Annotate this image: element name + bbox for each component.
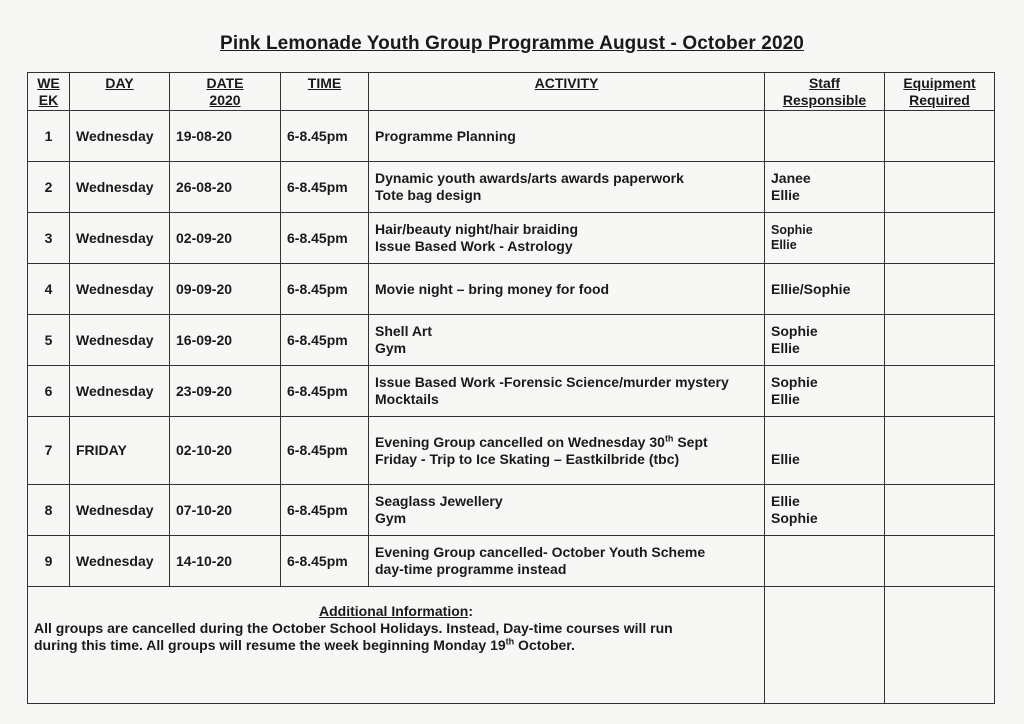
header-week: WE EK xyxy=(28,73,70,111)
staff-name: Sophie xyxy=(771,374,818,390)
programme-table xyxy=(27,72,995,704)
additional-info-row xyxy=(28,587,995,704)
activity-line: Movie night – bring money for food xyxy=(375,280,610,297)
activity-cell xyxy=(369,213,765,264)
equipment-cell xyxy=(885,213,995,264)
equipment-cell xyxy=(885,485,995,536)
time-cell: 6-8.45pm xyxy=(281,366,369,417)
time-cell: 6-8.45pm xyxy=(281,315,369,366)
date-cell: 09-09-20 xyxy=(170,264,281,315)
staff-cell xyxy=(765,111,885,162)
staff-name: Ellie xyxy=(771,238,797,252)
week-cell: 6 xyxy=(28,366,70,417)
table-row xyxy=(28,111,995,162)
activity-cell xyxy=(369,264,765,315)
table-row xyxy=(28,213,995,264)
date-cell: 07-10-20 xyxy=(170,485,281,536)
date-cell: 26-08-20 xyxy=(170,162,281,213)
activity-cell xyxy=(369,536,765,587)
staff-cell xyxy=(765,417,885,485)
header-date: DATE 2020 xyxy=(170,73,281,111)
day-cell: Wednesday xyxy=(70,111,170,162)
date-cell: 02-09-20 xyxy=(170,213,281,264)
additional-info-heading: Additional Information: xyxy=(319,603,473,619)
time-cell: 6-8.45pm xyxy=(281,162,369,213)
additional-info-line-2: during this time. All groups will resume the week beginning Monday 19th October. xyxy=(34,636,575,653)
activity-cell xyxy=(369,315,765,366)
equipment-cell xyxy=(885,111,995,162)
day-cell: Wednesday xyxy=(70,485,170,536)
staff-cell xyxy=(765,315,885,366)
activity-line: Gym xyxy=(375,510,407,526)
staff-name: Sophie xyxy=(771,223,813,237)
week-cell: 1 xyxy=(28,111,70,162)
staff-name: Ellie xyxy=(771,493,800,509)
table-row xyxy=(28,366,995,417)
table-row xyxy=(28,536,995,587)
day-cell: Wednesday xyxy=(70,315,170,366)
header-equipment: Equipment Required xyxy=(885,73,995,111)
staff-name: Sophie xyxy=(771,323,818,339)
header-day: DAY xyxy=(70,73,170,111)
activity-line: Gym xyxy=(375,340,407,356)
time-cell: 6-8.45pm xyxy=(281,536,369,587)
day-cell: Wednesday xyxy=(70,213,170,264)
staff-cell xyxy=(765,162,885,213)
day-cell: Wednesday xyxy=(70,366,170,417)
staff-name: Janee xyxy=(771,170,811,186)
activity-cell xyxy=(369,111,765,162)
equipment-cell xyxy=(885,536,995,587)
activity-cell xyxy=(369,485,765,536)
staff-cell xyxy=(765,366,885,417)
time-cell: 6-8.45pm xyxy=(281,264,369,315)
activity-line: Tote bag design xyxy=(375,187,482,203)
time-cell: 6-8.45pm xyxy=(281,417,369,485)
activity-line: Friday - Trip to Ice Skating – Eastkilbride (tbc) xyxy=(375,450,680,467)
week-cell: 2 xyxy=(28,162,70,213)
day-cell: Wednesday xyxy=(70,536,170,587)
equipment-cell xyxy=(885,417,995,485)
additional-info-equipment-cell xyxy=(885,587,995,704)
date-cell: 14-10-20 xyxy=(170,536,281,587)
header-time: TIME xyxy=(281,73,369,111)
week-cell: 4 xyxy=(28,264,70,315)
activity-line: Dynamic youth awards/arts awards paperwork xyxy=(375,170,684,186)
additional-info-staff-cell xyxy=(765,587,885,704)
activity-line: Seaglass Jewellery xyxy=(375,493,503,509)
table-row xyxy=(28,264,995,315)
table-row xyxy=(28,315,995,366)
additional-info-line-1: All groups are cancelled during the October School Holidays. Instead, Day-time courses will run xyxy=(34,620,673,636)
activity-cell xyxy=(369,417,765,485)
activity-line: Hair/beauty night/hair braiding xyxy=(375,221,579,237)
staff-cell xyxy=(765,485,885,536)
table-row xyxy=(28,162,995,213)
staff-cell xyxy=(765,536,885,587)
table-row xyxy=(28,417,995,485)
staff-name: Ellie xyxy=(771,187,800,203)
time-cell: 6-8.45pm xyxy=(281,111,369,162)
activity-line: Evening Group cancelled on Wednesday 30th Sept xyxy=(375,432,708,450)
staff-name: Sophie xyxy=(771,510,818,526)
week-cell: 7 xyxy=(28,417,70,485)
activity-line: day-time programme instead xyxy=(375,561,567,577)
staff-name: Ellie xyxy=(771,450,800,467)
equipment-cell xyxy=(885,366,995,417)
staff-cell xyxy=(765,213,885,264)
activity-line: Programme Planning xyxy=(375,127,516,144)
activity-line: Evening Group cancelled- October Youth Scheme xyxy=(375,544,706,560)
day-cell: Wednesday xyxy=(70,162,170,213)
week-cell: 8 xyxy=(28,485,70,536)
header-staff: Staff Responsible xyxy=(765,73,885,111)
day-cell: Wednesday xyxy=(70,264,170,315)
week-cell: 5 xyxy=(28,315,70,366)
table-row xyxy=(28,485,995,536)
date-cell: 23-09-20 xyxy=(170,366,281,417)
week-cell: 3 xyxy=(28,213,70,264)
activity-line: Mocktails xyxy=(375,391,439,407)
header-row xyxy=(28,73,995,111)
activity-cell xyxy=(369,366,765,417)
page-title: Pink Lemonade Youth Group Programme August - October 2020 xyxy=(220,33,804,54)
date-cell: 19-08-20 xyxy=(170,111,281,162)
staff-cell xyxy=(765,264,885,315)
activity-line: Shell Art xyxy=(375,323,433,339)
time-cell: 6-8.45pm xyxy=(281,213,369,264)
date-cell: 16-09-20 xyxy=(170,315,281,366)
equipment-cell xyxy=(885,264,995,315)
equipment-cell xyxy=(885,315,995,366)
date-cell: 02-10-20 xyxy=(170,417,281,485)
header-activity: ACTIVITY xyxy=(369,73,765,111)
time-cell: 6-8.45pm xyxy=(281,485,369,536)
activity-line: Issue Based Work -Forensic Science/murder mystery xyxy=(375,374,729,390)
additional-info-cell xyxy=(28,587,765,704)
staff-name: Ellie/Sophie xyxy=(771,280,851,297)
activity-line: Issue Based Work - Astrology xyxy=(375,238,573,254)
staff-name: Ellie xyxy=(771,340,800,356)
week-cell: 9 xyxy=(28,536,70,587)
day-cell: FRIDAY xyxy=(70,417,170,485)
activity-cell xyxy=(369,162,765,213)
equipment-cell xyxy=(885,162,995,213)
staff-name: Ellie xyxy=(771,391,800,407)
